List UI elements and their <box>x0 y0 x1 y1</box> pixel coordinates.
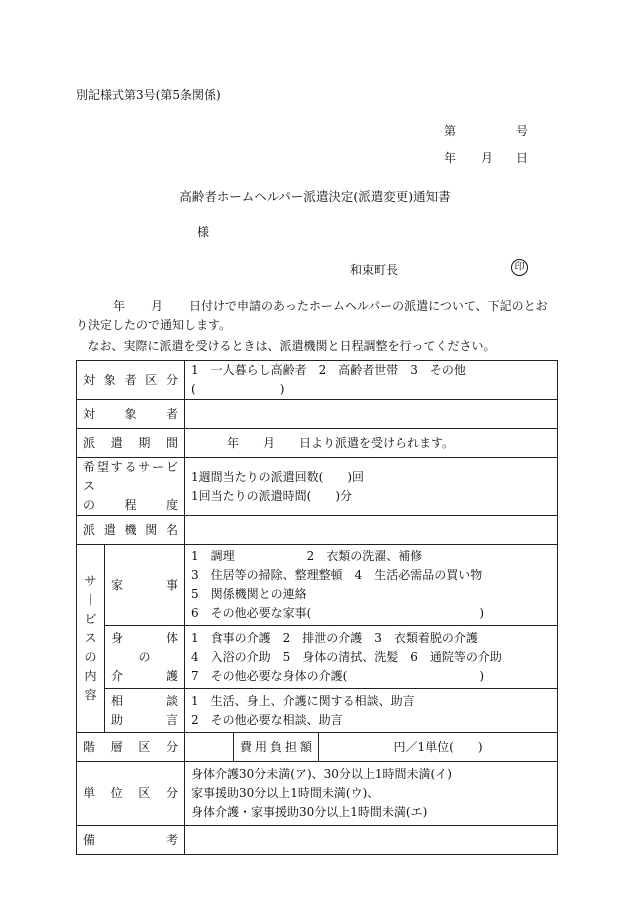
row-body-care <box>77 626 558 689</box>
body-paragraph-1 <box>76 297 554 335</box>
row-desired <box>77 458 558 516</box>
body-care-items: 1 食事の介護 2 排泄の介護 3 衣類着脱の介護 4 入浴の介助 5 身体の清拭、洗髪 6 通院等の介助 7 その他必要な身体の介護( ) <box>185 626 558 689</box>
desired-value-line1: 1週間当たりの派遣回数( )回 <box>191 469 365 484</box>
document-title: 高齢者ホームヘルパー派遣決定(派遣変更)通知書 <box>179 189 451 204</box>
form-number: 別記様式第3号(第5条関係) <box>76 88 221 102</box>
service-content-label: サ ｜ ビ ス の 内 容 <box>77 545 105 733</box>
month-label: 月 <box>481 151 494 165</box>
agency-label: 派遣機関名 <box>77 516 185 545</box>
desired-value <box>185 458 558 516</box>
target-value <box>185 400 558 429</box>
agency-value <box>185 516 558 545</box>
para1-text: 日付けで申請のあったホームヘルパーの派遣について、下記のとおり決定したので通知します。 <box>76 299 548 332</box>
row-target <box>77 400 558 429</box>
consult-label: 相談 助言 <box>105 689 185 733</box>
go-label: 号 <box>515 124 528 138</box>
para1-month: 月 <box>151 299 164 313</box>
notice-form-table <box>76 360 558 855</box>
consult-items: 1 生活、身上、介護に関する相談、助言 2 その他必要な相談、助言 <box>185 689 558 733</box>
day-label: 日 <box>515 151 528 165</box>
target-label: 対象者 <box>77 400 185 429</box>
row-category <box>77 361 558 400</box>
period-label: 派遣期間 <box>77 429 185 458</box>
tier-value <box>185 733 234 762</box>
recipient-suffix: 様 <box>197 225 210 239</box>
issuer-name: 和束町長 <box>350 263 399 277</box>
remarks-value <box>185 826 558 855</box>
desired-label <box>77 458 185 516</box>
period-value: 年 月 日より派遣を受けられます。 <box>185 429 558 458</box>
row-consult <box>77 689 558 733</box>
unit-label: 単位区分 <box>77 762 185 826</box>
dai-label: 第 <box>444 124 457 138</box>
unit-items: 身体介護30分未満(ア)、30分以上1時間未満(イ) 家事援助30分以上1時間未満(ウ)、 身体介護・家事援助30分以上1時間未満(エ) <box>185 762 558 826</box>
housework-items: 1 調理 2 衣類の洗濯、補修 3 住居等の掃除、整理整頓 4 生活必需品の買い物 5 関係機関との連絡 6 その他必要な家事( ) <box>185 545 558 626</box>
row-agency <box>77 516 558 545</box>
row-unit <box>77 762 558 826</box>
category-value: 1 一人暮らし高齢者 2 高齢者世帯 3 その他( ) <box>185 361 558 400</box>
desired-value-line2: 1回当たりの派遣時間( )分 <box>191 488 353 503</box>
desired-label-line2: の 程 度 <box>83 498 179 512</box>
row-housework <box>77 545 558 626</box>
body-paragraph-2 <box>76 337 495 354</box>
year-label: 年 <box>444 151 457 165</box>
para1-year: 年 <box>113 299 126 313</box>
body-care-label: 身体 の 介護 <box>105 626 185 689</box>
row-tier-cost <box>77 733 558 762</box>
remarks-label: 備考 <box>77 826 185 855</box>
cost-label: 費用負担額 <box>234 733 319 762</box>
housework-label: 家事 <box>105 545 185 626</box>
tier-label: 階層区分 <box>77 733 185 762</box>
cost-value: 円／1単位( ) <box>319 733 558 762</box>
seal-mark: 印 <box>511 259 528 276</box>
para2-text: なお、実際に派遣を受けるときは、派遣機関と日程調整を行ってください。 <box>87 339 496 353</box>
row-remarks <box>77 826 558 855</box>
desired-label-line1: 希望するサービス <box>83 460 179 493</box>
row-period <box>77 429 558 458</box>
category-label: 対象者区分 <box>77 361 185 400</box>
